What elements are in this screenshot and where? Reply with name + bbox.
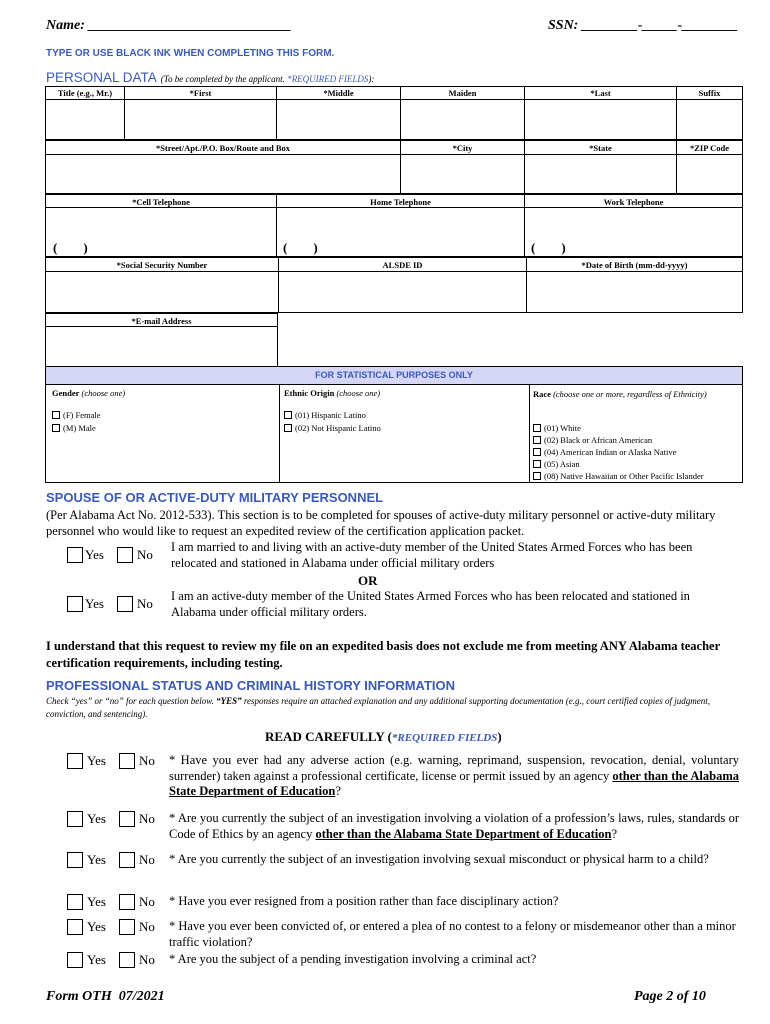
spouse-or: OR — [358, 573, 378, 588]
q4-yes-label: Yes — [87, 894, 106, 909]
q5-no-label: No — [139, 919, 155, 934]
professional-title: PROFESSIONAL STATUS AND CRIMINAL HISTORY INFORMATION — [46, 678, 456, 693]
race-white-checkbox[interactable] — [533, 424, 541, 432]
race-pacific-option[interactable]: (08) Native Hawaiian or Other Pacific Islander — [533, 471, 704, 481]
question-4: * Have you ever resigned from a position rather than face disciplinary action? — [169, 894, 559, 908]
not-hispanic-checkbox[interactable] — [284, 424, 292, 432]
q1-no-checkbox[interactable] — [119, 753, 135, 769]
page-number: Page 2 of 10 — [634, 989, 706, 1004]
hispanic-checkbox[interactable] — [284, 411, 292, 419]
ethnic-hispanic-option[interactable]: (01) Hispanic Latino — [284, 410, 366, 420]
personal-note: (To be completed by the applicant. *REQUIRED FIELDS): — [160, 74, 375, 84]
question-3: * Are you currently the subject of an investigation involving sexual misconduct or physical harm to a child? — [169, 852, 709, 866]
race-native-checkbox[interactable] — [533, 448, 541, 456]
work-phone-label: Work Telephone — [603, 197, 664, 207]
home-area-code: ( ) — [283, 240, 318, 255]
city-label: *City — [452, 143, 473, 153]
home-phone-label: Home Telephone — [370, 197, 431, 207]
spouse-q2-no-label: No — [137, 596, 153, 611]
row5-divider — [45, 326, 278, 327]
spouse-statement-2: I am an active-duty member of the United States Armed Forces who has been relocated and stationed in Alabama under official military orders. — [171, 589, 690, 619]
male-checkbox[interactable] — [52, 424, 60, 432]
gender-male-option[interactable]: (M) Male — [52, 423, 96, 433]
q5-no-checkbox[interactable] — [119, 919, 135, 935]
row1-divider — [45, 99, 743, 100]
title-label: Title (e.g., Mr.) — [57, 88, 113, 98]
cell-phone-label: *Cell Telephone — [132, 197, 190, 207]
name-line: _____________________________ — [88, 18, 292, 33]
spouse-q2-no-checkbox[interactable] — [117, 596, 133, 612]
spouse-intro: (Per Alabama Act No. 2012-533). This section is to be completed for spouses of active-duty military personnel or active-duty military personnel who would like to request an expedited review of the certification application packet. — [46, 508, 716, 538]
name-label: Name: — [46, 18, 89, 33]
question-2: * Are you currently the subject of an investigation involving a violation of a profession’s laws, rules, standards or Code of Ethics by an agency other than the Alabama State Department of Education? — [169, 811, 739, 841]
q2-yes-checkbox[interactable] — [67, 811, 83, 827]
first-label: *First — [189, 88, 212, 98]
spouse-q2-yes-checkbox[interactable] — [67, 596, 83, 612]
race-asian-option[interactable]: (05) Asian — [533, 459, 580, 469]
gender-female-option[interactable]: (F) Female — [52, 410, 101, 420]
maiden-label: Maiden — [448, 88, 477, 98]
ssn-field[interactable] — [548, 18, 738, 34]
question-1: * Have you ever had any adverse action (e.g. warning, reprimand, suspension, revocation, denial, voluntary surrender) taken against a professional certificate, license or permit issued by an agency other than the Alabama State Department of Education? — [169, 753, 739, 798]
professional-note: Check “yes” or “no” for each question below. “YES” responses require an attached explanation and any additional supporting documentation (e.g., court certified copies of judgment, conviction, and sentencing). — [46, 696, 711, 719]
q4-no-checkbox[interactable] — [119, 894, 135, 910]
q4-no-label: No — [139, 894, 155, 909]
row3-divider — [45, 207, 743, 208]
q2-yes-label: Yes — [87, 811, 106, 826]
personal-heading — [46, 69, 374, 87]
q2-no-label: No — [139, 811, 155, 826]
form-number: Form OTH 07/2021 — [46, 989, 165, 1004]
ethnic-heading: Ethnic Origin (choose one) — [284, 388, 381, 398]
suffix-label: Suffix — [698, 88, 721, 98]
q5-yes-label: Yes — [87, 919, 106, 934]
name-field[interactable] — [46, 18, 291, 34]
race-asian-checkbox[interactable] — [533, 460, 541, 468]
personal-title: PERSONAL DATA — [46, 70, 157, 85]
alsde-id-label: ALSDE ID — [382, 260, 423, 270]
stats-divider-1 — [279, 384, 280, 483]
ssn-line: ________-_____-________ — [581, 18, 739, 33]
work-area-code: ( ) — [531, 240, 566, 255]
spouse-q2-yes-label: Yes — [85, 596, 104, 611]
q5-yes-checkbox[interactable] — [67, 919, 83, 935]
ssn-field-label: *Social Security Number — [116, 260, 208, 270]
ethnic-not-hispanic-option[interactable]: (02) Not Hispanic Latino — [284, 423, 381, 433]
spouse-title: SPOUSE OF OR ACTIVE-DUTY MILITARY PERSONNEL — [46, 490, 384, 505]
spouse-statement-1: I am married to and living with an active-duty member of the United States Armed Forces who has been relocated and stationed in Alabama under official military orders — [171, 540, 693, 570]
q3-no-label: No — [139, 852, 155, 867]
q3-no-checkbox[interactable] — [119, 852, 135, 868]
spouse-q1-yes-checkbox[interactable] — [67, 547, 83, 563]
ink-notice: TYPE OR USE BLACK INK WHEN COMPLETING THIS FORM. — [46, 48, 335, 59]
row2-divider — [45, 154, 743, 155]
middle-label: *Middle — [323, 88, 354, 98]
q2-no-checkbox[interactable] — [119, 811, 135, 827]
ssn-label: SSN: — [548, 18, 582, 33]
spouse-q1-no-checkbox[interactable] — [117, 547, 133, 563]
dob-label: *Date of Birth (mm-dd-yyyy) — [581, 260, 688, 270]
race-black-checkbox[interactable] — [533, 436, 541, 444]
read-carefully: READ CAREFULLY (*REQUIRED FIELDS) — [265, 729, 502, 744]
q6-no-checkbox[interactable] — [119, 952, 135, 968]
q6-yes-label: Yes — [87, 952, 106, 967]
street-label: *Street/Apt./P.O. Box/Route and Box — [155, 143, 291, 153]
last-label: *Last — [590, 88, 611, 98]
row4-divider — [45, 271, 743, 272]
q6-no-label: No — [139, 952, 155, 967]
q6-yes-checkbox[interactable] — [67, 952, 83, 968]
question-6: * Are you the subject of a pending investigation involving a criminal act? — [169, 952, 537, 966]
race-heading: Race (choose one or more, regardless of Ethnicity) — [533, 389, 707, 399]
race-white-option[interactable]: (01) White — [533, 423, 581, 433]
zip-label: *ZIP Code — [690, 143, 729, 153]
gender-heading: Gender (choose one) — [52, 388, 126, 398]
spouse-q1-no-label: No — [137, 547, 153, 562]
female-checkbox[interactable] — [52, 411, 60, 419]
q3-yes-label: Yes — [87, 852, 106, 867]
q3-yes-checkbox[interactable] — [67, 852, 83, 868]
race-native-option[interactable]: (04) American Indian or Alaska Native — [533, 447, 676, 457]
understand-statement: I understand that this request to review my file on an expedited basis does not exclude me from meeting ANY Alabama teacher certification requirements, including testing. — [46, 639, 720, 670]
email-label: *E-mail Address — [131, 316, 192, 326]
spouse-q1-yes-label: Yes — [85, 547, 104, 562]
state-label: *State — [589, 143, 612, 153]
q1-no-label: No — [139, 753, 155, 768]
q1-yes-label: Yes — [87, 753, 106, 768]
race-pacific-checkbox[interactable] — [533, 472, 541, 480]
q4-yes-checkbox[interactable] — [67, 894, 83, 910]
q1-yes-checkbox[interactable] — [67, 753, 83, 769]
stats-divider-2 — [529, 384, 530, 483]
race-black-option[interactable]: (02) Black or African American — [533, 435, 652, 445]
cell-area-code: ( ) — [53, 240, 88, 255]
question-5: * Have you ever been convicted of, or entered a plea of no contest to a felony or misdemeanor other than a minor traffic violation? — [169, 919, 736, 949]
stats-banner-text: FOR STATISTICAL PURPOSES ONLY — [315, 370, 473, 380]
